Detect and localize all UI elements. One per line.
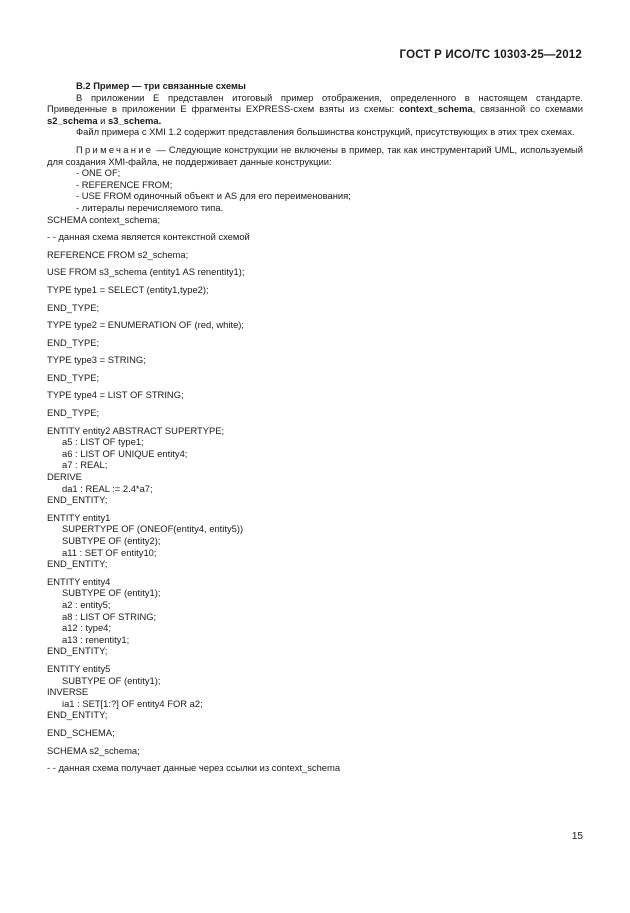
schema-name: s2_schema bbox=[47, 114, 98, 126]
code-line: TYPE type4 = LIST OF STRING; bbox=[47, 389, 184, 401]
code-group bbox=[47, 354, 583, 366]
text-run: В приложении Е представлен итоговый пример отображения, определенного в настоящем стандарте. Приведенные в приложении Е фрагменты EXPRESS-схем взяты из схемы: bbox=[47, 91, 583, 115]
code-line: INVERSE bbox=[47, 686, 89, 698]
code-group bbox=[47, 249, 583, 261]
code-line: SCHEMA context_schema; bbox=[47, 213, 161, 225]
code-group bbox=[47, 389, 583, 401]
code-line: DERIVE bbox=[47, 471, 82, 483]
code-line: TYPE type3 = STRING; bbox=[47, 354, 146, 366]
code-line: a11 : SET OF entity10; bbox=[62, 546, 157, 558]
code-line: SCHEMA s2_schema; bbox=[47, 744, 140, 756]
code-line: - - данная схема является контекстной схемой bbox=[47, 231, 250, 243]
code-line: END_TYPE; bbox=[47, 301, 100, 313]
code-line: ENTITY entity5 bbox=[47, 662, 111, 674]
code-line: END_ENTITY; bbox=[47, 709, 108, 721]
note-block bbox=[47, 144, 583, 167]
text-run: , связанной со схемами bbox=[472, 103, 583, 115]
note-label: Примечание bbox=[76, 143, 154, 155]
code-line: ENTITY entity4 bbox=[47, 575, 111, 587]
code-line: TYPE type1 = SELECT (entity1,type2); bbox=[47, 283, 209, 295]
code-group bbox=[47, 214, 583, 226]
code-line: TYPE type2 = ENUMERATION OF (red, white); bbox=[47, 319, 245, 331]
code-line: a12 : type4; bbox=[62, 622, 111, 634]
code-line: END_ENTITY; bbox=[47, 558, 108, 570]
code-group bbox=[47, 762, 583, 774]
code-line: da1 : REAL := 2.4*a7; bbox=[62, 482, 153, 494]
paragraph-xmi: Файл примера с XMI 1.2 содержит представления большинства конструкций, присутствующих в этих трех схемах. bbox=[76, 126, 575, 138]
code-group bbox=[47, 372, 583, 384]
code-group bbox=[47, 337, 583, 349]
code-group bbox=[47, 512, 583, 570]
code-line: SUPERTYPE OF (ONEOF(entity4, entity5)) bbox=[62, 523, 244, 535]
code-line: SUBTYPE OF (entity1); bbox=[62, 674, 161, 686]
note-list-item: - USE FROM одиночный объект и AS для его переименования; bbox=[76, 190, 351, 202]
note-list-item: - литералы перечисляемого типа. bbox=[76, 201, 224, 213]
page-number: 15 bbox=[571, 831, 583, 842]
code-line: - - данная схема получает данные через ссылки из context_schema bbox=[47, 762, 341, 774]
code-group bbox=[47, 231, 583, 243]
text-run: и bbox=[97, 114, 109, 126]
express-code bbox=[47, 214, 583, 774]
code-line: SUBTYPE OF (entity2); bbox=[62, 535, 161, 546]
paragraph-intro bbox=[47, 92, 583, 127]
code-line: END_TYPE; bbox=[47, 336, 100, 348]
code-group bbox=[47, 745, 583, 757]
code-group bbox=[47, 319, 583, 331]
code-line: END_ENTITY; bbox=[47, 494, 108, 506]
code-line: a2 : entity5; bbox=[62, 598, 111, 610]
code-line: ia1 : SET[1:?] OF entity4 FOR a2; bbox=[62, 697, 203, 709]
code-line: ENTITY entity1 bbox=[47, 511, 111, 523]
code-line: END_TYPE; bbox=[47, 407, 100, 419]
code-group bbox=[47, 284, 583, 296]
note-text: — Следующие конструкции не включены в пример, так как инструментарий UML, используемый для создания XMI-файла, не поддерживает данные конструкции: bbox=[47, 143, 583, 167]
code-line: a6 : LIST OF UNIQUE entity4; bbox=[62, 447, 188, 459]
code-group bbox=[47, 727, 583, 739]
code-group bbox=[47, 407, 583, 419]
section-heading: В.2 Пример — три связанные схемы bbox=[76, 80, 246, 91]
code-line: END_ENTITY; bbox=[47, 645, 108, 657]
code-group bbox=[47, 576, 583, 657]
document-header: ГОСТ Р ИСО/ТС 10303-25—2012 bbox=[399, 49, 582, 61]
code-line: USE FROM s3_schema (entity1 AS renentity1); bbox=[47, 266, 245, 278]
code-line: a8 : LIST OF STRING; bbox=[62, 610, 157, 622]
code-line: SUBTYPE OF (entity1); bbox=[62, 587, 161, 599]
code-line: REFERENCE FROM s2_schema; bbox=[47, 248, 189, 260]
schema-name: s3_schema. bbox=[108, 114, 162, 126]
code-line: ENTITY entity2 ABSTRACT SUPERTYPE; bbox=[47, 424, 225, 436]
note-list-item: - REFERENCE FROM; bbox=[76, 178, 173, 190]
page-content bbox=[47, 80, 583, 774]
code-line: a7 : REAL; bbox=[62, 459, 108, 471]
schema-name: context_schema bbox=[399, 103, 473, 115]
code-line: END_SCHEMA; bbox=[47, 726, 115, 738]
note-list bbox=[47, 167, 583, 213]
note-list-item: - ONE OF; bbox=[76, 167, 121, 179]
code-line: END_TYPE; bbox=[47, 371, 100, 383]
code-group bbox=[47, 266, 583, 278]
code-group bbox=[47, 425, 583, 506]
code-line: a13 : renentity1; bbox=[62, 633, 130, 645]
code-group bbox=[47, 663, 583, 721]
code-line: a5 : LIST OF type1; bbox=[62, 436, 144, 448]
code-group bbox=[47, 302, 583, 314]
